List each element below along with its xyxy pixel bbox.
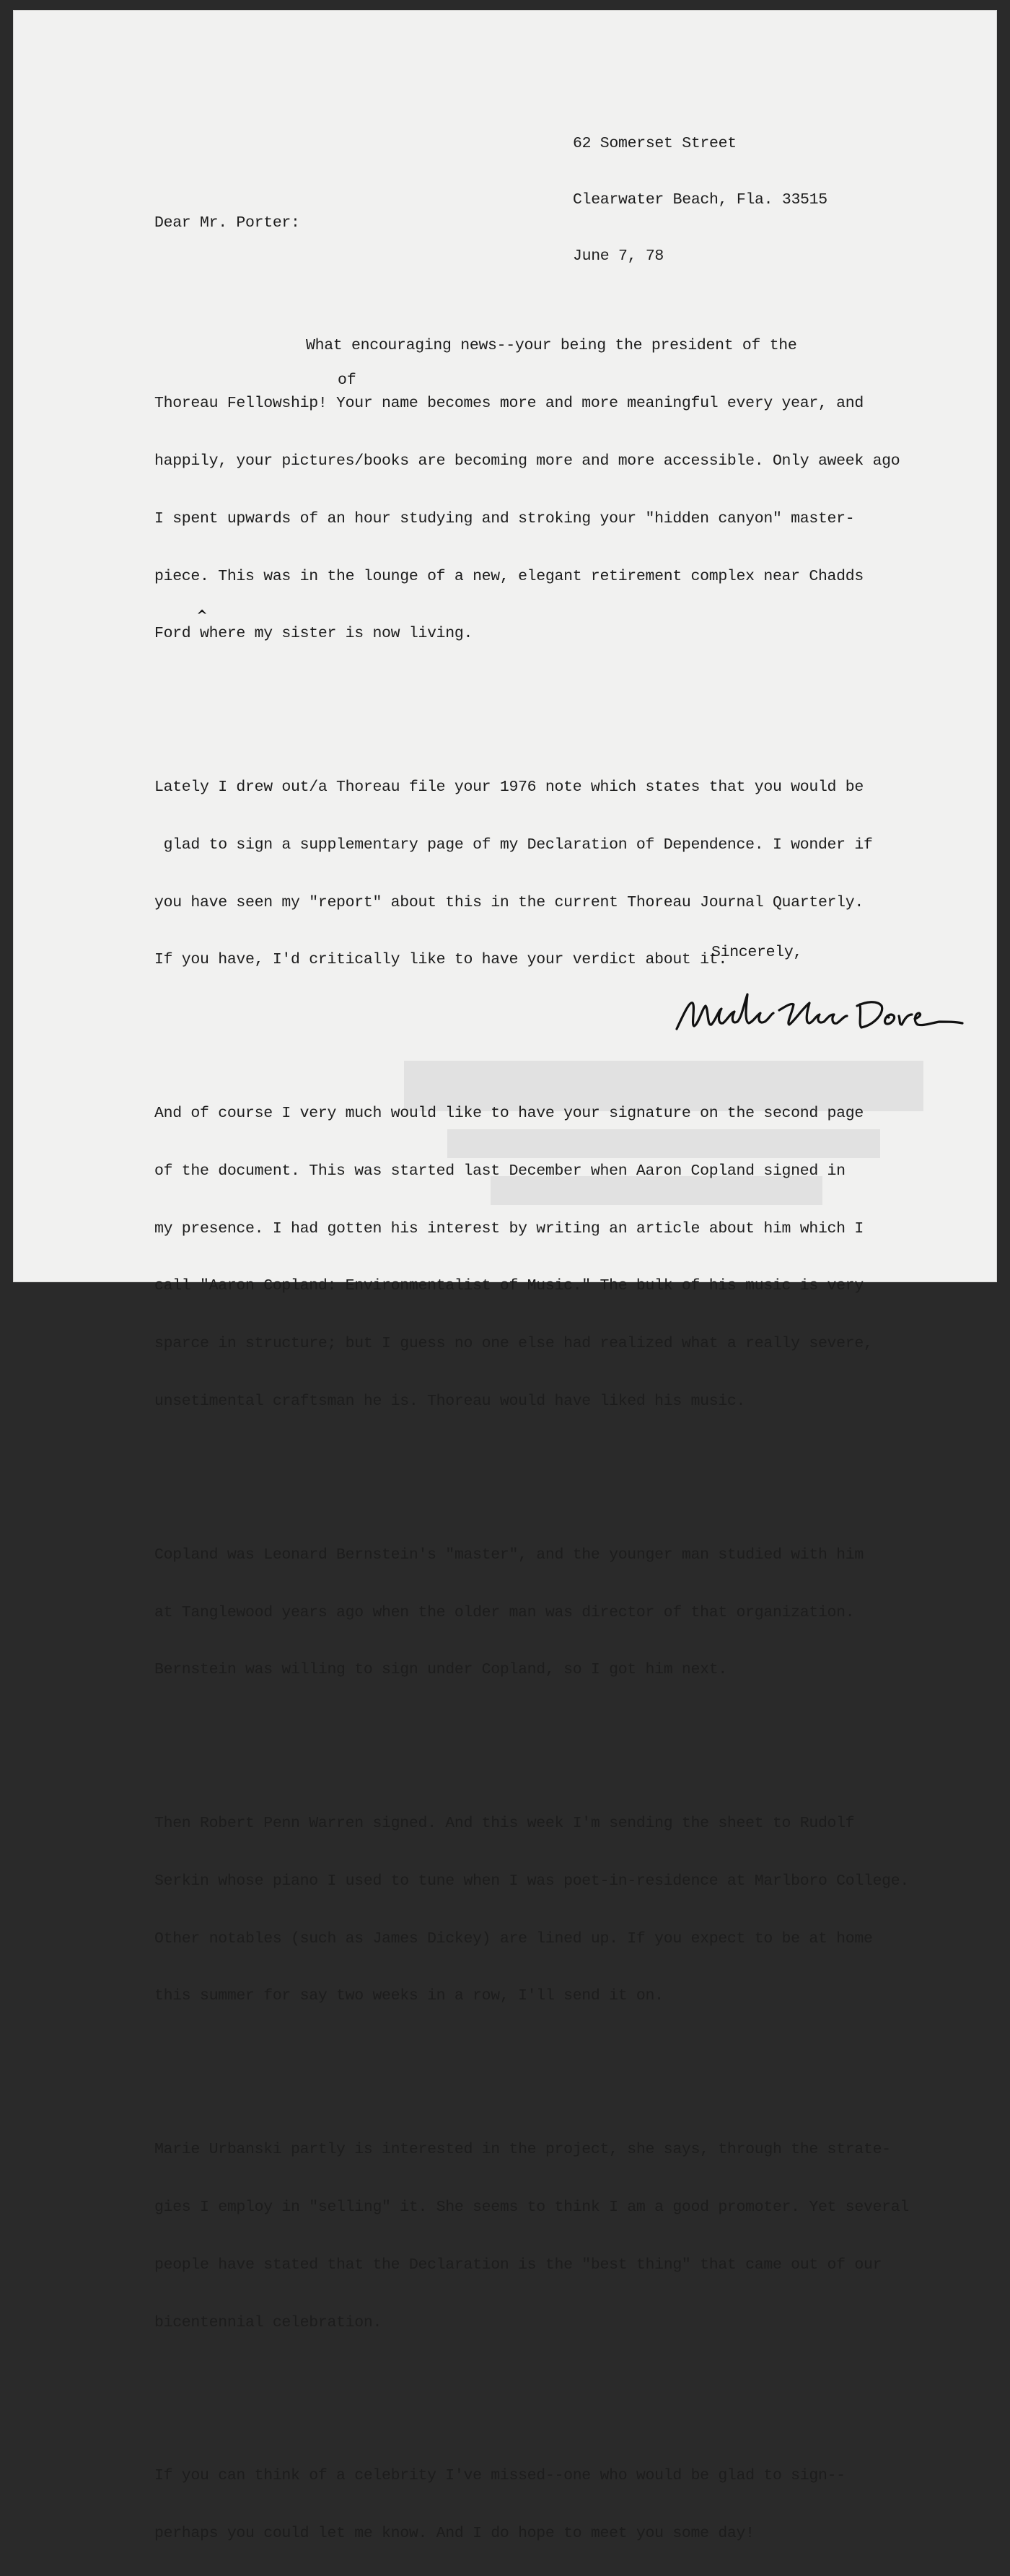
body-line: gies I employ in "selling" it. She seems to think I am a good promoter. Yet several — [154, 2198, 909, 2216]
paragraph-6 — [154, 2102, 970, 2370]
body-line: perhaps you could let me know. And I do hope to meet you some day! — [154, 2525, 755, 2543]
body-line: Other notables (such as James Dickey) are lined up. If you expect to be at home — [154, 1929, 873, 1948]
body-line: And of course I very much would like to have your signature on the second page — [154, 1105, 864, 1123]
paragraph-2 — [154, 740, 970, 1008]
body-line: glad to sign a supplementary page of my Declaration of Dependence. I wonder if — [154, 836, 873, 854]
body-line: my presence. I had gotten his interest by writing an article about him which I — [154, 1219, 864, 1237]
closing: Sincerely, — [711, 944, 803, 961]
address-street: 62 Somerset Street — [573, 135, 737, 152]
body-line: Ford where my sister is now living. — [154, 625, 473, 643]
body-line: at Tanglewood years ago when the older man was director of that organization. — [154, 1603, 855, 1621]
body-line: this summer for say two weeks in a row, I'll send it on. — [154, 1987, 664, 2005]
paragraph-4 — [154, 1507, 970, 1719]
sender-address — [573, 97, 827, 284]
bleed-through-shadow — [404, 1061, 923, 1227]
body-line: Serkin whose piano I used to tune when I was poet-in-residence at Marlboro College. — [154, 1872, 909, 1890]
body-line: Then Robert Penn Warren signed. And this week I'm sending the sheet to Rudolf — [154, 1815, 855, 1833]
paragraph-7 — [154, 2428, 970, 2576]
letter-date: June 7, 78 — [573, 247, 664, 265]
address-city: Clearwater Beach, Fla. 33515 — [573, 191, 827, 209]
body-line: If you have, I'd critically like to have your verdict about it. — [154, 951, 727, 969]
body-line: piece. This was in the lounge of a new, elegant retirement complex near Chadds — [154, 567, 864, 585]
body-line: Lately I drew out/a Thoreau file your 1976 note which states that you would be — [154, 779, 864, 797]
body-line: Bernstein was willing to sign under Copland, so I got him next. — [154, 1661, 727, 1679]
body-line: unsetimental craftsman he is. Thoreau would have liked his music. — [154, 1393, 746, 1411]
body-line: happily, your pictures/books are becoming more and more accessible. Only aweek ago — [154, 452, 900, 470]
body-line: I spent upwards of an hour studying and stroking your "hidden canyon" master- — [154, 509, 855, 527]
body-line: What encouraging news--your being the president of the — [306, 337, 797, 355]
body-line: If you can think of a celebrity I've missed--one who would be glad to sign-- — [154, 2467, 846, 2485]
body-line: Thoreau Fellowship! Your name becomes more and more meaningful every year, and — [154, 395, 864, 413]
paragraph-5 — [154, 1776, 970, 2044]
body-line: bicentennial celebration. — [154, 2313, 382, 2331]
letter-body — [154, 260, 970, 2576]
handwritten-signature — [671, 981, 967, 1046]
body-line: Copland was Leonard Bernstein's "master", and the younger man studied with him — [154, 1546, 864, 1564]
body-line: sparce in structure; but I guess no one else had realized what a really severe, — [154, 1335, 873, 1353]
body-line: people have stated that the Declaration is the "best thing" that came out of our — [154, 2256, 882, 2274]
typed-insertion-of: of — [338, 372, 356, 389]
salutation: Dear Mr. Porter: — [154, 214, 300, 232]
paragraph-1 — [154, 298, 970, 682]
body-line: Marie Urbanski partly is interested in the project, she says, through the strate- — [154, 2141, 891, 2159]
body-line: call "Aaron Copland: Environmentalist of Music." The bulk of his music is very — [154, 1277, 864, 1295]
body-line: you have seen my "report" about this in the current Thoreau Journal Quarterly. — [154, 893, 864, 911]
body-line: of the document. This was started last December when Aaron Copland signed in — [154, 1162, 846, 1180]
caret-correction-icon: ‸ — [196, 596, 208, 614]
